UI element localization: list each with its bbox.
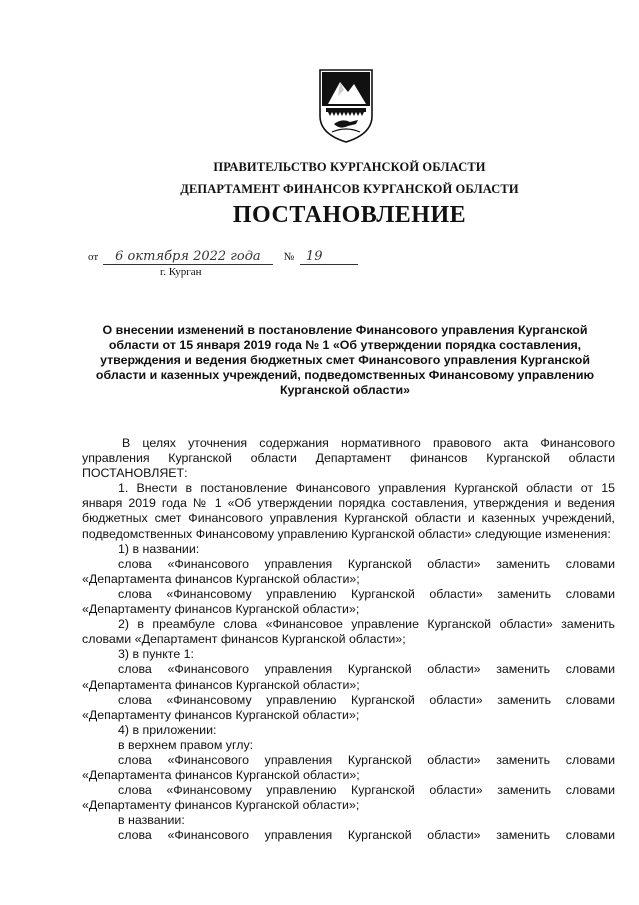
body-paragraph: слова «Финансового управления Курганской области» заменить словами «Департамента финансов Курганской области»; — [82, 556, 615, 586]
date-label: от — [88, 251, 99, 263]
coat-of-arms-icon — [318, 68, 374, 144]
document-type-title: ПОСТАНОВЛЕНИЕ — [232, 202, 467, 228]
body-paragraph: 1. Внести в постановление Финансового управления Курганской области от 15 января 2019 года № 1 «Об утверждении порядка составления, утверждения и ведения бюджетных смет Финансового управления Курганской области и казенных учреждений, подведомственных Финансовому управлению Курганской области» следующие изменения: — [82, 481, 615, 541]
body-paragraph: 3) в пункте 1: — [118, 647, 194, 662]
handwritten-number: 19 — [300, 249, 358, 265]
body-paragraph: слова «Финансового управления Курганской области» заменить словами — [118, 828, 615, 843]
body-paragraph: в верхнем правом углу: — [118, 737, 254, 752]
body-paragraph: слова «Финансовому управлению Курганской области» заменить словами «Департаменту финансов Курганской области»; — [82, 692, 615, 722]
body-paragraph: слова «Финансовому управлению Курганской области» заменить словами «Департаменту финансов Курганской области»; — [82, 783, 615, 813]
body-paragraph: в названии: — [118, 813, 185, 828]
document-body — [82, 436, 615, 844]
body-paragraph: В целях уточнения содержания нормативного правового акта Финансового управления Курганской области Департамент финансов Курганской области ПОСТАНОВЛЯЕТ: — [82, 436, 615, 481]
document-subject: О внесении изменений в постановление Финансового управления Курганской области от 15 января 2019 года № 1 «Об утверждении порядка составления, утверждения и ведения бюджетных смет Финансового управления Курганской области и казенных учреждений, подведомственных Финансовому управлению Курганской области» — [95, 323, 595, 397]
body-paragraph: 2) в преамбуле слова «Финансовое управление Курганской области» заменить словами «Департамент финансов Курганской области»; — [82, 617, 615, 647]
body-paragraph: слова «Финансовому управлению Курганской области» заменить словами «Департаменту финансов Курганской области»; — [82, 586, 615, 617]
body-paragraph: 1) в названии: — [118, 541, 200, 556]
date-number-line — [88, 249, 358, 265]
city-line: г. Курган — [160, 266, 202, 278]
body-paragraph: слова «Финансового управления Курганской области» заменить словами «Департамента финансов Курганской области»; — [82, 752, 615, 783]
body-paragraph: 4) в приложении: — [118, 722, 217, 737]
department-title: ДЕПАРТАМЕНТ ФИНАНСОВ КУРГАНСКОЙ ОБЛАСТИ — [180, 182, 519, 196]
body-paragraph: слова «Финансового управления Курганской области» заменить словами «Департамента финансов Курганской области»; — [82, 662, 615, 692]
handwritten-date: 6 октября 2022 года — [103, 249, 273, 265]
government-title: ПРАВИТЕЛЬСТВО КУРГАНСКОЙ ОБЛАСТИ — [213, 160, 486, 174]
number-label: № — [283, 251, 295, 263]
